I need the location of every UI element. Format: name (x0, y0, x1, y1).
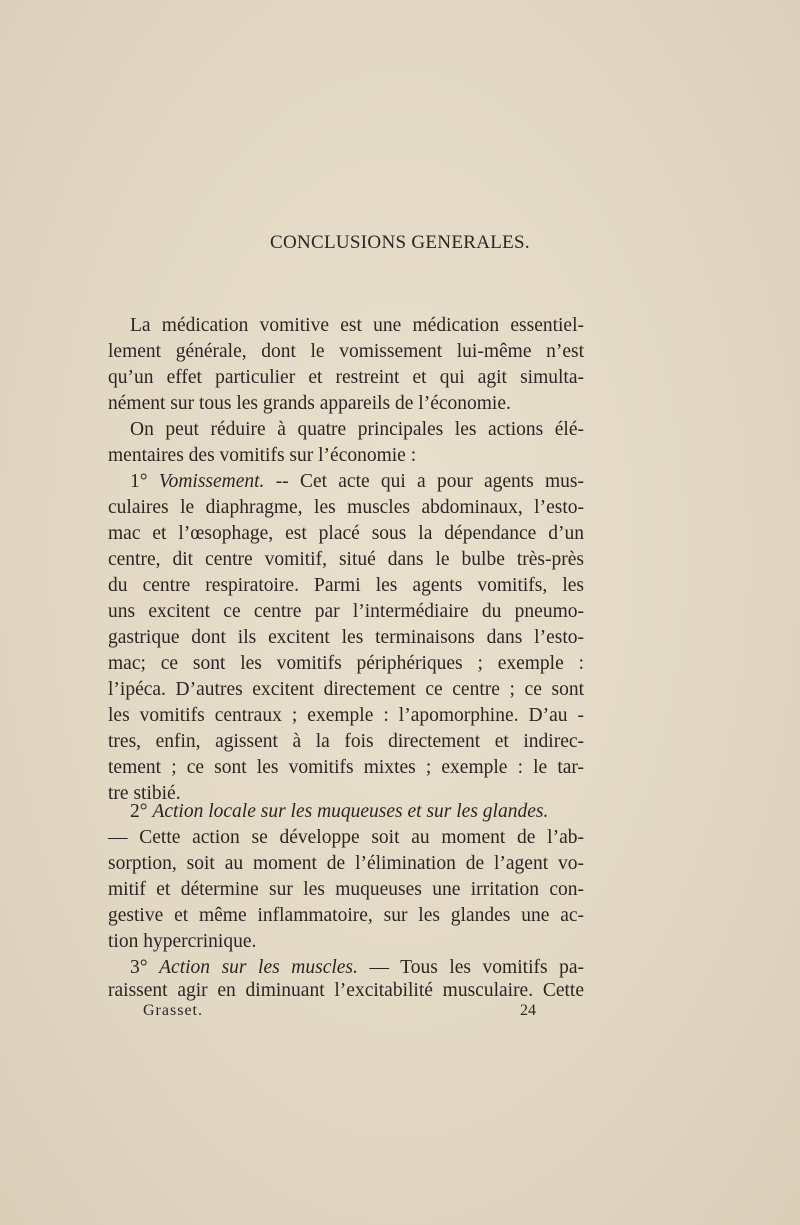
text-line: centre, dit centre vomitif, situé dans le bulbe très-près (108, 549, 584, 570)
text-line: gastrique dont ils excitent les terminaisons dans l’esto- (108, 627, 584, 648)
item-number: 2° (130, 801, 148, 822)
text-line: tre stibié. (108, 783, 181, 804)
text-line: du centre respiratoire. Parmi les agents vomitifs, les (108, 575, 584, 596)
signature-mark: 24 (520, 1002, 536, 1019)
text-line: raissent agir en diminuant l’excitabilité musculaire. Cette (108, 980, 584, 1001)
text-line: — Cette action se développe soit au moment de l’ab- (108, 827, 584, 848)
item-1-first-line (130, 469, 584, 495)
item-number: 3° (130, 957, 148, 978)
section-heading: CONCLUSIONS GENERALES. (270, 232, 530, 253)
text-line: tres, enfin, agissent à la fois directement et indirec- (108, 731, 584, 752)
text-line: uns excitent ce centre par l’intermédiaire du pneumo- (108, 601, 584, 622)
text-line: mac; ce sont les vomitifs périphériques ; exemple : (108, 653, 584, 674)
text-line: sorption, soit au moment de l’élimination de l’agent vo- (108, 853, 584, 874)
text-line: culaires le diaphragme, les muscles abdominaux, l’esto- (108, 497, 584, 518)
text-line: mentaires des vomitifs sur l’économie : (108, 445, 417, 466)
text-line: tion hypercrinique. (108, 931, 257, 952)
item-title: Action sur les muscles. (159, 957, 358, 978)
printer-signature-author: Grasset. (143, 1002, 203, 1019)
text-line: qu’un effet particulier et restreint et qui agit simulta- (108, 367, 584, 388)
text-line: On peut réduire à quatre principales les actions élé- (130, 419, 584, 440)
text-line: les vomitifs centraux ; exemple : l’apomorphine. D’au - (108, 705, 584, 726)
item-text: Cet acte qui a pour agents mus- (299, 471, 585, 492)
item-2-title-line (130, 799, 584, 825)
item-title: Action locale sur les muqueuses et sur les glandes. (152, 801, 549, 822)
text-line: gestive et même inflammatoire, sur les glandes une ac- (108, 905, 584, 926)
item-number: 1° (130, 471, 148, 492)
item-dash: — (369, 957, 389, 978)
text-line: nément sur tous les grands appareils de l’économie. (108, 393, 511, 414)
text-line: mac et l’œsophage, est placé sous la dépendance d’un (108, 523, 584, 544)
text-line: lement générale, dont le vomissement lui-même n’est (108, 341, 584, 362)
text-line: l’ipéca. D’autres excitent directement ce centre ; ce sont (108, 679, 584, 700)
item-text: Tous les vomitifs pa- (400, 957, 585, 978)
text-line: tement ; ce sont les vomitifs mixtes ; exemple : le tar- (108, 757, 584, 778)
text-line: mitif et détermine sur les muqueuses une irritation con- (108, 879, 584, 900)
item-title: Vomissement. (158, 471, 265, 492)
item-dash: -- (275, 471, 289, 492)
text-line: La médication vomitive est une médication essentiel- (130, 315, 584, 336)
